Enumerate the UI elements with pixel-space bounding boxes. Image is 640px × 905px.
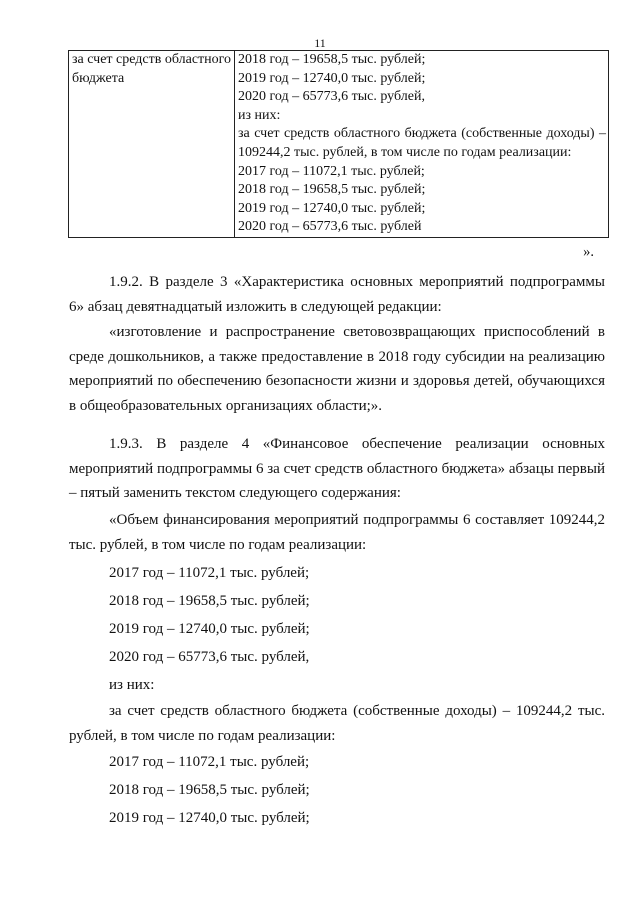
year-line: 2019 год – 12740,0 тыс. рублей; [109,810,310,826]
year-line: 2020 год – 65773,6 тыс. рублей, [109,649,310,665]
funding-source-label: за счет средств областного бюджета [69,51,235,238]
table-value-line: 2018 год – 19658,5 тыс. рублей; [238,52,426,67]
paragraph-1-9-3: 1.9.3. В разделе 4 «Финансовое обеспечение реализации основных мероприятий подпрограммы 6 за счет средств областного бюджета» абзацы первый – пятый заменить текстом следующего содержания: [69,436,605,502]
funding-table [68,50,609,238]
of-which-line: из них: [109,677,155,693]
year-line: 2017 год – 11072,1 тыс. рублей; [109,754,310,770]
paragraph-reflector-text: «изготовление и распространение световозвращающих приспособлений в среде дошкольников, а также предоставление в 2018 году субсидии на реализацию мероприятий по обеспечению безопасности жизни и здоровья детей, обучающихся в общеобразовательных организациях области;». [69,324,605,414]
table-value-line: 2020 год – 65773,6 тыс. рублей, [238,89,425,105]
paragraph-1-9-2: 1.9.2. В разделе 3 «Характеристика основных мероприятий подпрограммы 6» абзац девятнадцатый изложить в следующей редакции: [69,274,605,315]
table-value-line: за счет средств областного бюджета (собственные доходы) – 109244,2 тыс. рублей, в том числе по годам реализации: [238,126,606,160]
table-value-line: 2019 год – 12740,0 тыс. рублей; [238,200,426,216]
year-line: 2018 год – 19658,5 тыс. рублей; [109,782,310,798]
paragraph-own-revenue: за счет средств областного бюджета (собственные доходы) – 109244,2 тыс. рублей, в том числе по годам реализации: [69,703,605,744]
year-line: 2017 год – 11072,1 тыс. рублей; [109,565,310,581]
funding-values-cell [235,51,609,238]
closing-quote: ». [583,244,594,260]
page-number: 11 [314,36,326,50]
paragraph-funding-volume: «Объем финансирования мероприятий подпрограммы 6 составляет 109244,2 тыс. рублей, в том числе по годам реализации: [69,512,605,553]
year-line: 2019 год – 12740,0 тыс. рублей; [109,621,310,637]
table-value-line: из них: [238,107,281,123]
table-value-line: 2017 год – 11072,1 тыс. рублей; [238,163,425,179]
table-row [69,51,609,238]
table-value-line: 2019 год – 12740,0 тыс. рублей; [238,70,426,86]
table-value-line: 2018 год – 19658,5 тыс. рублей; [238,182,426,198]
year-line: 2018 год – 19658,5 тыс. рублей; [109,593,310,609]
table-value-line: 2020 год – 65773,6 тыс. рублей [238,219,422,235]
